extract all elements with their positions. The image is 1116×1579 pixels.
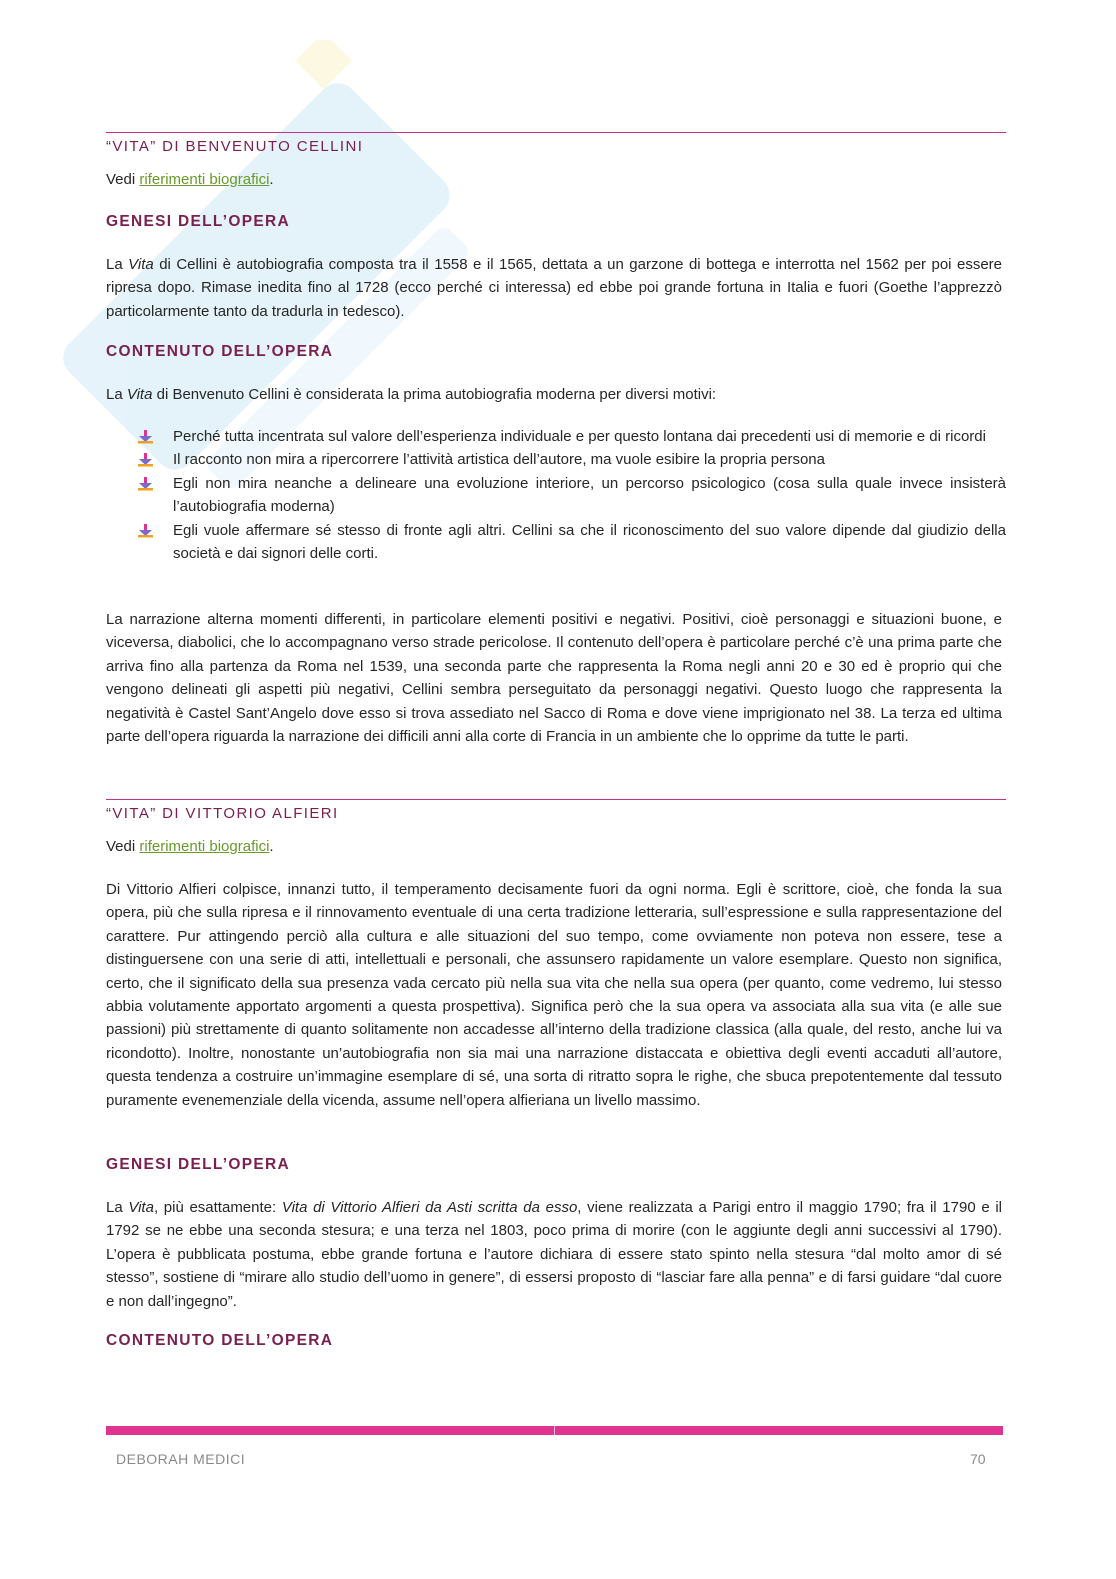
list-item: Il racconto non mira a ripercorrere l’attività artistica dell’autore, ma vuole esibire la propria persona [106,448,1006,471]
arrow-bullet-icon [138,453,154,467]
biographical-references-link[interactable]: riferimenti biografici [139,838,270,855]
heading-genesis-alfieri: GENESI DELL’OPERA [106,1156,291,1173]
footer-author: DEBORAH MEDICI [116,1451,246,1467]
paragraph-intro-alfieri: Di Vittorio Alfieri colpisce, innanzi tutto, il temperamento decisamente fuori da ogni norma. Egli è scrittore, cioè, che fonda la sua opera, più che sulla ripresa e il rinnovamento eventuale di una certa tradizione letteraria, sull’espressione e sulla rappresentazione del carattere. Pur attingendo perciò alla cultura e alle situazioni del suo tempo, come ovviamente non poteva non essere, tese a distinguersene con una serie di atti, intellettuali e personali, che assunsero rapidamente un valore esemplare. Questo non significa, certo, che il significato della sua presenza vada cercato più nella sua vita che nella sua opera (per quanto, come vedremo, lui stesso abbia volutamente apportato argomenti a questa prospettiva). Significa però che la sua opera va associata alla sua vita (e alle sue passioni) più strettamente di quanto solitamente non accadesse all’interno della tradizione classica (alla quale, del resto, anche lui va ricondotto). Inoltre, nonostante un’autobiografia non sia mai una narrazione distaccata e obiettiva degli eventi accaduti all’autore, questa tendenza a costruire un’immagine esemplare di sé, una sorta di ritratto sopra le righe, che sbuca prepotentemente dal tessuto puramente evenemenziale della vicenda, assume nell’opera alfieriana un livello massimo. [106,881,1002,1109]
page-number: 70 [970,1451,986,1467]
paragraph-intro-cellini: La Vita di Benvenuto Cellini è considerata la prima autobiografia moderna per diversi motivi: [106,386,717,403]
section-title-alfieri: “VITA” DI VITTORIO ALFIERI [106,799,1006,822]
footer-bar [106,1426,1003,1435]
arrow-bullet-icon [138,477,154,491]
see-also-cellini: Vedi riferimenti biografici. [106,171,274,188]
see-also-alfieri: Vedi riferimenti biografici. [106,838,274,855]
paragraph-narration-cellini: La narrazione alterna momenti differenti, in particolare elementi positivi e negativi. Positivi, cioè personaggi e situazioni buone, e viceversa, diabolici, che lo accompagnano verso strade pericolose. Il contenuto dell’opera è particolare perché c’è una prima parte che arriva fino alla partenza da Roma nel 1539, una seconda parte che rappresenta la Roma negli anni 20 e 30 ed è proprio qui che vengono delineati gli aspetti più negativi, Cellini sembra perseguitato da personaggi negativi. Questo luogo che rappresenta la negatività è Castel Sant’Angelo dove esso si trova assediato nel Sacco di Roma e dove viene imprigionato nel 38. La terza ed ultima parte dell’opera riguarda la narrazione dei difficili anni alla corte di Francia in un ambiente che lo opprime da tutte le parti. [106,611,1002,746]
heading-genesis-cellini: GENESI DELL’OPERA [106,213,291,230]
list-item: Egli non mira neanche a delineare una evoluzione interiore, un percorso psicologico (cosa sulla quale invece insisterà l’autobiografia moderna) [106,472,1006,519]
list-item: Egli vuole affermare sé stesso di fronte agli altri. Cellini sa che il riconoscimento del suo valore dipende dal giudizio della società e dai signori delle corti. [106,519,1006,566]
paragraph-genesis-cellini: La Vita di Cellini è autobiografia composta tra il 1558 e il 1565, dettata a un garzone di bottega e interrotta nel 1562 per poi essere ripresa dopo. Rimase inedita fino al 1728 (ecco perché ci interessa) ed ebbe poi grande fortuna in Italia e fuori (Goethe l’apprezzò particolarmente tanto da tradurla in tedesco). [106,256,1002,320]
bullet-list-cellini [106,425,1006,565]
arrow-bullet-icon [138,524,154,538]
section-title-cellini: “VITA” DI BENVENUTO CELLINI [106,132,1006,155]
biographical-references-link[interactable]: riferimenti biografici [139,171,270,188]
heading-content-alfieri: CONTENUTO DELL’OPERA [106,1332,334,1349]
paragraph-genesis-alfieri: La Vita, più esattamente: Vita di Vittorio Alfieri da Asti scritta da esso, viene realizzata a Parigi entro il maggio 1790; fra il 1790 e il 1792 se ne ebbe una seconda stesura; e una terza nel 1803, poco prima di morire (con le aggiunte degli anni successivi al 1790). L’opera è pubblicata postuma, ebbe grande fortuna e l’autore dichiara di essere stato spinto nella stesura “dal molto amor di sé stesso”, sostiene di “mirare allo studio dell’uomo in genere”, di essersi proposto di “lasciar fare alla penna” e di farsi guidare “dal cuore e non dall’ingegno”. [106,1199,1002,1310]
list-item: Perché tutta incentrata sul valore dell’esperienza individuale e per questo lontana dai precedenti usi di memorie e di ricordi [106,425,1006,448]
heading-content-cellini: CONTENUTO DELL’OPERA [106,343,334,360]
arrow-bullet-icon [138,430,154,444]
